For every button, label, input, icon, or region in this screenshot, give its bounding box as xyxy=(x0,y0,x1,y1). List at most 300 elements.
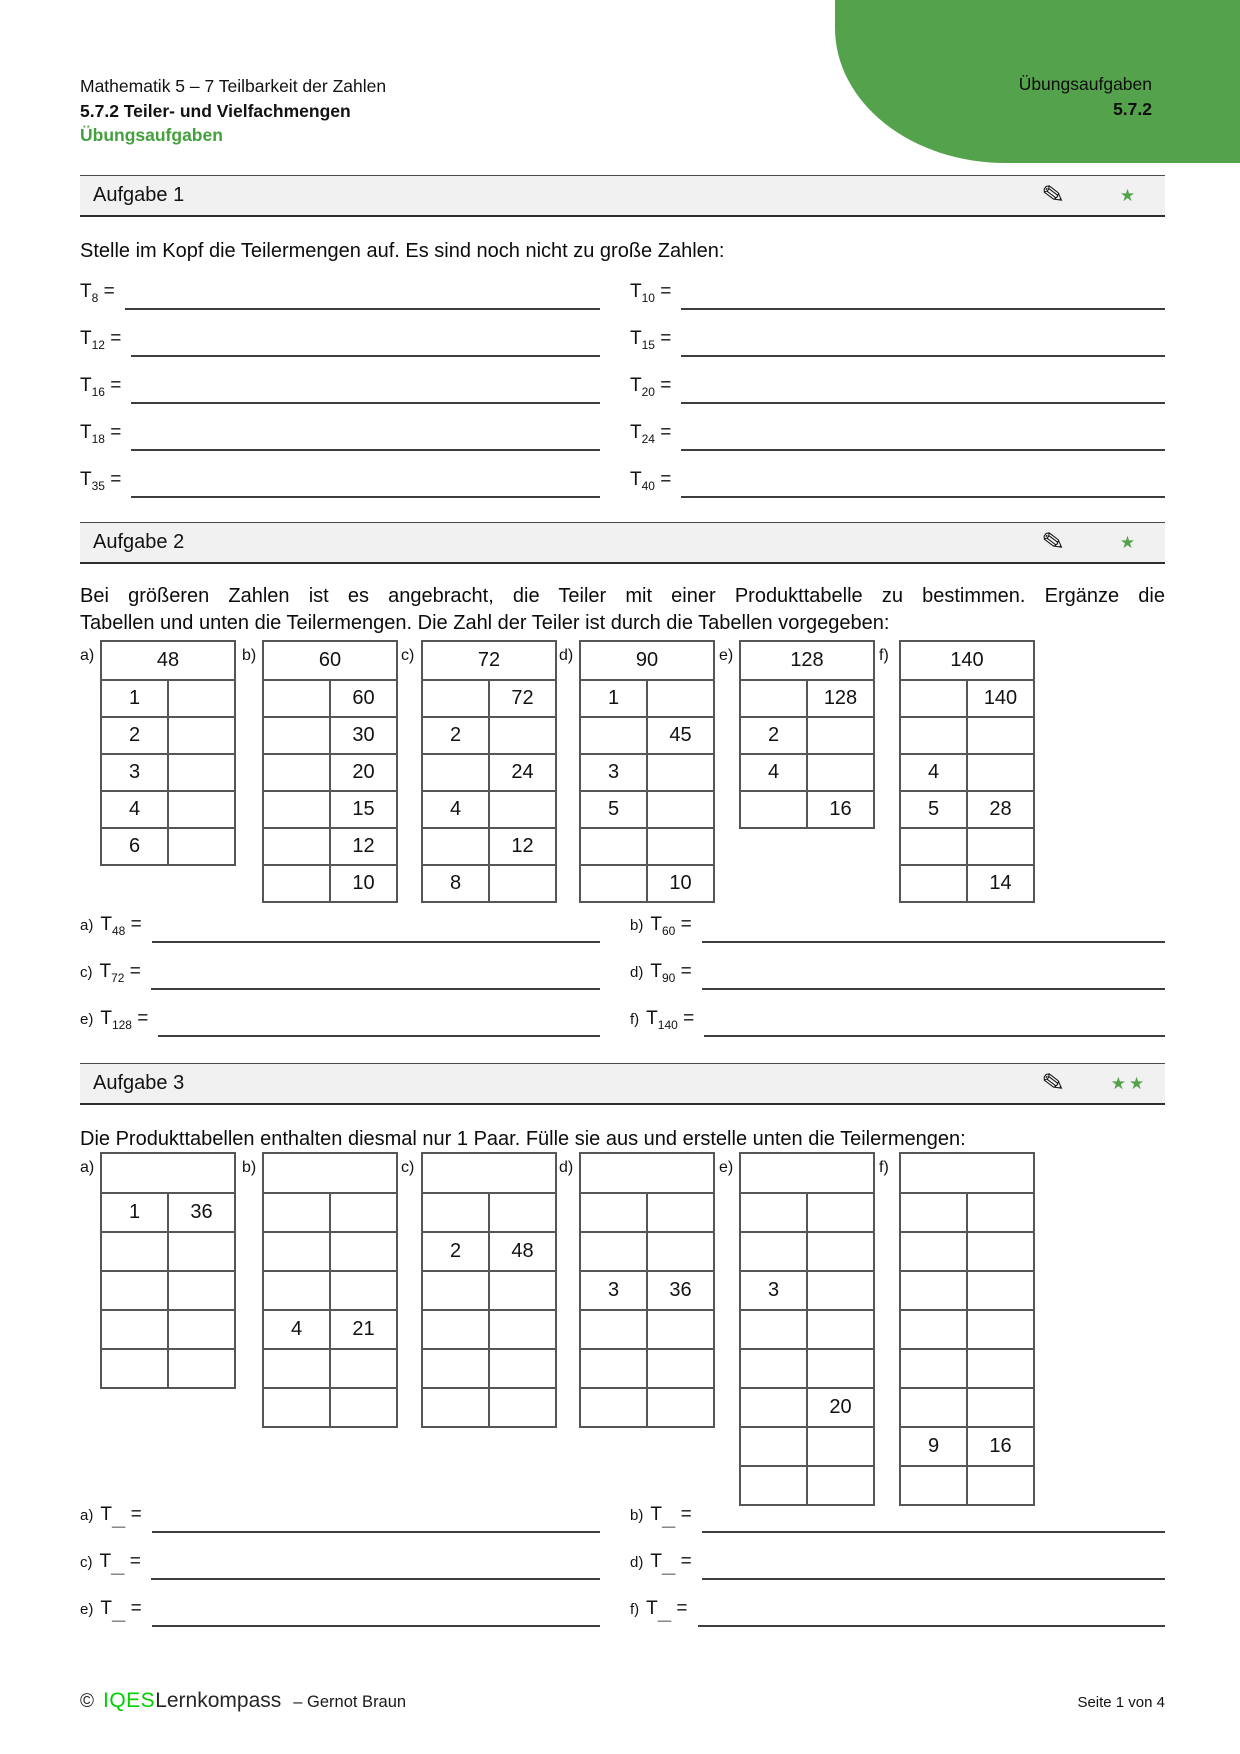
product-cell[interactable] xyxy=(168,828,235,865)
product-cell[interactable] xyxy=(422,754,489,791)
product-cell: 3 xyxy=(580,1271,647,1310)
equals-sign: = xyxy=(660,422,672,444)
pencil-icon: ✎ xyxy=(1040,1066,1067,1100)
table-index-label: b) xyxy=(242,1159,257,1176)
t-symbol: T xyxy=(80,375,92,397)
equals-sign: = xyxy=(676,1598,688,1620)
product-table-group xyxy=(401,640,557,903)
table-index-label: d) xyxy=(559,647,574,664)
t-symbol: T xyxy=(80,281,92,303)
equals-sign: = xyxy=(660,469,672,491)
product-table-header[interactable] xyxy=(740,1153,874,1193)
product-table-group xyxy=(242,640,398,903)
equals-sign: = xyxy=(660,281,672,303)
product-cell[interactable] xyxy=(900,828,967,865)
answer-index: b) xyxy=(630,1507,644,1525)
product-cell[interactable] xyxy=(900,680,967,717)
product-cell[interactable] xyxy=(900,1193,967,1232)
equals-sign: = xyxy=(110,469,122,491)
equals-sign: = xyxy=(103,281,115,303)
equals-sign: = xyxy=(110,328,122,350)
product-cell: 6 xyxy=(101,828,168,865)
product-cell[interactable] xyxy=(967,1466,1034,1505)
answer-label xyxy=(80,1551,141,1580)
equals-sign: = xyxy=(129,1551,141,1573)
product-table xyxy=(100,1152,236,1389)
product-table-header: 48 xyxy=(101,641,235,680)
product-cell: 10 xyxy=(330,865,397,902)
product-cell: 4 xyxy=(900,754,967,791)
product-cell[interactable] xyxy=(740,680,807,717)
task3-instruction: Die Produkttabellen enthalten diesmal nur 1 Paar. Fülle sie aus und erstelle unten die Teilermengen: xyxy=(80,1128,966,1150)
answer-blank[interactable] xyxy=(151,1552,600,1580)
answer-blank[interactable] xyxy=(702,1552,1165,1580)
product-cell[interactable] xyxy=(580,1232,647,1271)
equals-sign: = xyxy=(110,375,122,397)
product-cell[interactable] xyxy=(168,791,235,828)
answer-label xyxy=(80,328,121,357)
product-cell[interactable] xyxy=(489,1310,556,1349)
product-cell[interactable] xyxy=(422,1388,489,1427)
product-cell: 3 xyxy=(101,754,168,791)
product-cell: 20 xyxy=(330,754,397,791)
t-subscript: __ xyxy=(657,1608,672,1622)
product-cell: 36 xyxy=(647,1271,714,1310)
product-cell[interactable] xyxy=(740,1310,807,1349)
product-cell[interactable] xyxy=(900,1349,967,1388)
pencil-icon: ✎ xyxy=(1040,178,1067,212)
t-subscript: 12 xyxy=(91,338,105,352)
task2-title: Aufgabe 2 xyxy=(93,531,185,553)
product-cell[interactable] xyxy=(647,1193,714,1232)
footer-author: Gernot Braun xyxy=(307,1693,407,1711)
t-symbol: T xyxy=(630,328,642,350)
answer-row xyxy=(80,1599,600,1627)
product-cell[interactable] xyxy=(900,717,967,754)
product-cell[interactable] xyxy=(489,1388,556,1427)
answer-label xyxy=(630,328,671,357)
product-cell: 5 xyxy=(580,791,647,828)
product-cell[interactable] xyxy=(168,754,235,791)
product-cell: 15 xyxy=(330,791,397,828)
product-cell[interactable] xyxy=(263,828,330,865)
product-table-group xyxy=(879,640,1035,903)
product-cell[interactable] xyxy=(263,791,330,828)
t-subscript: 72 xyxy=(111,971,125,985)
product-cell[interactable] xyxy=(647,754,714,791)
product-cell[interactable] xyxy=(580,1193,647,1232)
footer-dash: – xyxy=(293,1693,303,1711)
product-cell[interactable] xyxy=(900,1466,967,1505)
product-cell[interactable] xyxy=(263,1388,330,1427)
answer-blank[interactable] xyxy=(152,1599,600,1627)
answer-row xyxy=(630,1505,1165,1533)
t-subscript: 20 xyxy=(641,385,655,399)
t-symbol: T xyxy=(650,914,662,936)
answer-row xyxy=(630,282,1165,310)
product-cell: 9 xyxy=(900,1427,967,1466)
product-cell[interactable] xyxy=(489,1349,556,1388)
product-cell: 1 xyxy=(101,680,168,717)
answer-row xyxy=(80,1009,600,1037)
t-subscript: 35 xyxy=(91,479,105,493)
task2-instruction xyxy=(80,583,1165,637)
product-table xyxy=(579,640,715,903)
equals-sign: = xyxy=(683,1008,695,1030)
product-cell[interactable] xyxy=(580,1349,647,1388)
product-cell[interactable] xyxy=(807,1193,874,1232)
t-subscript: 48 xyxy=(111,924,126,938)
answer-label xyxy=(80,422,121,451)
product-cell[interactable] xyxy=(263,1232,330,1271)
product-cell[interactable] xyxy=(330,1271,397,1310)
product-table xyxy=(899,1152,1035,1506)
task3-answers xyxy=(80,1505,1165,1646)
answer-blank[interactable] xyxy=(152,915,600,943)
answer-label xyxy=(80,1008,148,1037)
t-subscript: 15 xyxy=(641,338,655,352)
product-cell[interactable] xyxy=(647,1349,714,1388)
product-cell: 20 xyxy=(807,1388,874,1427)
product-cell[interactable] xyxy=(807,754,874,791)
t-symbol: T xyxy=(630,281,642,303)
product-cell[interactable] xyxy=(967,1232,1034,1271)
answer-label xyxy=(80,1598,142,1627)
answer-blank[interactable] xyxy=(681,282,1165,310)
brand-iqes: IQES xyxy=(103,1689,156,1712)
difficulty-stars: ★ xyxy=(1119,185,1139,205)
product-cell[interactable] xyxy=(900,1232,967,1271)
product-cell: 10 xyxy=(647,865,714,902)
product-cell[interactable] xyxy=(580,1388,647,1427)
product-cell[interactable] xyxy=(489,791,556,828)
product-cell: 140 xyxy=(967,680,1034,717)
page-footer xyxy=(80,1689,1165,1713)
t-subscript: 18 xyxy=(91,432,105,446)
equals-sign: = xyxy=(130,914,142,936)
product-cell: 28 xyxy=(967,791,1034,828)
product-cell[interactable] xyxy=(740,1232,807,1271)
answer-index: b) xyxy=(630,917,644,935)
table-index-label: c) xyxy=(401,1159,415,1176)
brand-lernkompass: Lernkompass xyxy=(155,1689,282,1712)
table-index-label: e) xyxy=(719,1159,734,1176)
product-cell[interactable] xyxy=(967,1310,1034,1349)
product-cell: 12 xyxy=(330,828,397,865)
t-subscript: __ xyxy=(661,1561,676,1575)
product-cell[interactable] xyxy=(967,717,1034,754)
product-cell[interactable] xyxy=(101,1310,168,1349)
product-cell[interactable] xyxy=(422,828,489,865)
product-table-group xyxy=(559,640,715,903)
answer-index: d) xyxy=(630,1554,644,1572)
product-cell[interactable] xyxy=(807,1271,874,1310)
equals-sign: = xyxy=(110,422,122,444)
answer-blank[interactable] xyxy=(131,470,600,498)
badge-section-number: 5.7.2 xyxy=(1113,99,1152,119)
product-cell[interactable] xyxy=(967,1193,1034,1232)
answer-index: e) xyxy=(80,1011,94,1029)
product-cell: 4 xyxy=(263,1310,330,1349)
product-cell[interactable] xyxy=(740,1193,807,1232)
product-cell[interactable] xyxy=(422,1349,489,1388)
product-cell: 72 xyxy=(489,680,556,717)
answer-label xyxy=(630,914,692,943)
product-cell[interactable] xyxy=(900,1271,967,1310)
product-table-header[interactable] xyxy=(580,1153,714,1193)
product-cell[interactable] xyxy=(168,717,235,754)
product-cell[interactable] xyxy=(580,1310,647,1349)
answer-blank[interactable] xyxy=(125,282,600,310)
product-cell[interactable] xyxy=(263,1193,330,1232)
answer-blank[interactable] xyxy=(131,376,600,404)
product-cell[interactable] xyxy=(101,1349,168,1388)
course-title: Mathematik 5 – 7 Teilbarkeit der Zahlen xyxy=(80,76,387,96)
answer-blank[interactable] xyxy=(681,376,1165,404)
product-cell[interactable] xyxy=(647,1310,714,1349)
t-symbol: T xyxy=(100,1598,112,1620)
product-cell[interactable] xyxy=(263,1349,330,1388)
product-table xyxy=(899,640,1035,903)
product-cell[interactable] xyxy=(489,865,556,902)
product-cell[interactable] xyxy=(647,791,714,828)
answer-blank[interactable] xyxy=(702,1505,1165,1533)
answer-label xyxy=(630,1504,692,1533)
product-table xyxy=(579,1152,715,1428)
answer-row xyxy=(630,962,1165,990)
product-table-header[interactable] xyxy=(263,1153,397,1193)
answer-index: d) xyxy=(630,964,644,982)
product-cell[interactable] xyxy=(330,1232,397,1271)
product-cell: 2 xyxy=(101,717,168,754)
product-table xyxy=(421,640,557,903)
equals-sign: = xyxy=(130,1598,142,1620)
equals-sign: = xyxy=(130,1504,142,1526)
product-cell[interactable] xyxy=(330,1388,397,1427)
table-index-label: a) xyxy=(80,1159,95,1176)
product-table-group xyxy=(559,1152,715,1428)
product-cell[interactable] xyxy=(168,1232,235,1271)
product-cell: 21 xyxy=(330,1310,397,1349)
t-subscript: 90 xyxy=(661,971,676,985)
t-subscript: 40 xyxy=(641,479,655,493)
equals-sign: = xyxy=(680,1504,692,1526)
product-table-header[interactable] xyxy=(422,1153,556,1193)
product-cell[interactable] xyxy=(740,1427,807,1466)
answer-blank[interactable] xyxy=(681,423,1165,451)
product-cell: 1 xyxy=(580,680,647,717)
t-subscript: __ xyxy=(111,1608,126,1622)
product-table-group xyxy=(80,640,236,866)
product-table-group xyxy=(242,1152,398,1428)
product-cell[interactable] xyxy=(580,717,647,754)
product-cell[interactable] xyxy=(967,828,1034,865)
product-cell[interactable] xyxy=(740,1349,807,1388)
equals-sign: = xyxy=(137,1008,149,1030)
product-cell[interactable] xyxy=(807,1232,874,1271)
product-table xyxy=(739,640,875,829)
equals-sign: = xyxy=(129,961,141,983)
product-cell[interactable] xyxy=(967,754,1034,791)
answer-label xyxy=(80,914,142,943)
t-symbol: T xyxy=(630,375,642,397)
equals-sign: = xyxy=(660,375,672,397)
answer-row xyxy=(630,1599,1165,1627)
answer-label xyxy=(80,1504,142,1533)
product-cell[interactable] xyxy=(330,1349,397,1388)
product-table-group xyxy=(719,1152,875,1506)
task2-answers xyxy=(80,915,1165,1056)
product-table-header: 60 xyxy=(263,641,397,680)
product-cell[interactable] xyxy=(740,791,807,828)
product-cell[interactable] xyxy=(807,1466,874,1505)
task2-bar xyxy=(80,522,1165,564)
answer-index: a) xyxy=(80,917,94,935)
answer-row xyxy=(630,423,1165,451)
product-cell: 4 xyxy=(101,791,168,828)
doc-header xyxy=(80,74,386,148)
product-cell[interactable] xyxy=(647,1232,714,1271)
product-cell[interactable] xyxy=(263,717,330,754)
product-cell[interactable] xyxy=(740,1466,807,1505)
product-cell[interactable] xyxy=(900,1310,967,1349)
product-cell[interactable] xyxy=(967,1271,1034,1310)
task3-bar-icons xyxy=(1040,1066,1165,1100)
t-symbol: T xyxy=(99,1551,112,1573)
product-cell[interactable] xyxy=(330,1193,397,1232)
product-cell[interactable] xyxy=(263,1271,330,1310)
t-symbol: T xyxy=(99,961,112,983)
t-subscript: __ xyxy=(111,1561,125,1575)
task1-bar-icons xyxy=(1040,178,1165,212)
product-cell[interactable] xyxy=(168,1310,235,1349)
t-subscript: 140 xyxy=(657,1018,678,1032)
product-cell[interactable] xyxy=(263,865,330,902)
product-cell[interactable] xyxy=(900,865,967,902)
pencil-icon: ✎ xyxy=(1040,525,1067,559)
product-cell[interactable] xyxy=(489,717,556,754)
task3-title: Aufgabe 3 xyxy=(93,1072,185,1094)
answer-index: c) xyxy=(80,964,93,982)
product-cell[interactable] xyxy=(422,1271,489,1310)
product-table xyxy=(100,640,236,866)
equals-sign: = xyxy=(660,328,672,350)
product-cell[interactable] xyxy=(263,754,330,791)
t-subscript: __ xyxy=(111,1514,126,1528)
answer-row xyxy=(630,1552,1165,1580)
product-cell: 3 xyxy=(740,1271,807,1310)
answer-blank[interactable] xyxy=(704,1009,1165,1037)
product-cell[interactable] xyxy=(647,828,714,865)
answer-blank[interactable] xyxy=(131,329,600,357)
answer-label xyxy=(630,1598,688,1627)
t-symbol: T xyxy=(650,1504,662,1526)
answer-label xyxy=(630,422,671,451)
product-cell: 1 xyxy=(101,1193,168,1232)
product-table-header: 90 xyxy=(580,641,714,680)
product-cell[interactable] xyxy=(168,1349,235,1388)
product-cell: 4 xyxy=(740,754,807,791)
product-cell: 24 xyxy=(489,754,556,791)
answer-label xyxy=(630,375,671,404)
t-subscript: 24 xyxy=(641,432,655,446)
product-cell: 14 xyxy=(967,865,1034,902)
difficulty-stars: ★ xyxy=(1119,532,1139,552)
product-cell[interactable] xyxy=(807,1349,874,1388)
task1-instruction: Stelle im Kopf die Teilermengen auf. Es sind noch nicht zu große Zahlen: xyxy=(80,240,725,262)
product-cell[interactable] xyxy=(422,1310,489,1349)
product-cell[interactable] xyxy=(263,680,330,717)
product-cell[interactable] xyxy=(101,1271,168,1310)
product-cell[interactable] xyxy=(580,865,647,902)
product-table xyxy=(262,640,398,903)
product-cell[interactable] xyxy=(101,1232,168,1271)
product-table-header[interactable] xyxy=(101,1153,235,1193)
answer-blank[interactable] xyxy=(158,1009,600,1037)
t-symbol: T xyxy=(646,1598,658,1620)
answer-row xyxy=(630,915,1165,943)
product-cell[interactable] xyxy=(647,680,714,717)
t-symbol: T xyxy=(630,469,642,491)
product-table-header[interactable] xyxy=(900,1153,1034,1193)
difficulty-stars: ★★ xyxy=(1110,1073,1148,1093)
product-cell[interactable] xyxy=(422,680,489,717)
answer-row xyxy=(80,423,600,451)
answer-blank[interactable] xyxy=(681,329,1165,357)
answer-label xyxy=(80,375,121,404)
answer-index: a) xyxy=(80,1507,94,1525)
answer-row xyxy=(630,470,1165,498)
product-cell: 4 xyxy=(422,791,489,828)
answer-row xyxy=(630,329,1165,357)
answer-blank[interactable] xyxy=(702,915,1165,943)
product-cell[interactable] xyxy=(967,1349,1034,1388)
product-cell[interactable] xyxy=(807,1427,874,1466)
product-cell[interactable] xyxy=(168,680,235,717)
product-cell[interactable] xyxy=(168,1271,235,1310)
answer-blank[interactable] xyxy=(702,962,1165,990)
answer-row xyxy=(80,962,600,990)
product-cell: 60 xyxy=(330,680,397,717)
product-cell[interactable] xyxy=(807,717,874,754)
product-cell[interactable] xyxy=(489,1271,556,1310)
product-cell: 8 xyxy=(422,865,489,902)
product-cell[interactable] xyxy=(807,1310,874,1349)
product-cell[interactable] xyxy=(967,1388,1034,1427)
product-cell: 48 xyxy=(489,1232,556,1271)
answer-blank[interactable] xyxy=(151,962,600,990)
t-symbol: T xyxy=(630,422,642,444)
answer-blank[interactable] xyxy=(681,470,1165,498)
answer-blank[interactable] xyxy=(152,1505,600,1533)
task3-bar xyxy=(80,1063,1165,1105)
product-cell[interactable] xyxy=(740,1388,807,1427)
product-cell[interactable] xyxy=(900,1388,967,1427)
product-cell[interactable] xyxy=(580,828,647,865)
answer-row xyxy=(630,376,1165,404)
t-symbol: T xyxy=(80,328,92,350)
product-cell[interactable] xyxy=(489,1193,556,1232)
product-cell[interactable] xyxy=(422,1193,489,1232)
product-cell: 128 xyxy=(807,680,874,717)
answer-label xyxy=(630,1551,692,1580)
product-cell[interactable] xyxy=(647,1388,714,1427)
t-subscript: 8 xyxy=(91,291,99,305)
table-index-label: f) xyxy=(879,647,889,664)
answer-blank[interactable] xyxy=(131,423,600,451)
answer-blank[interactable] xyxy=(698,1599,1165,1627)
equals-sign: = xyxy=(680,914,692,936)
